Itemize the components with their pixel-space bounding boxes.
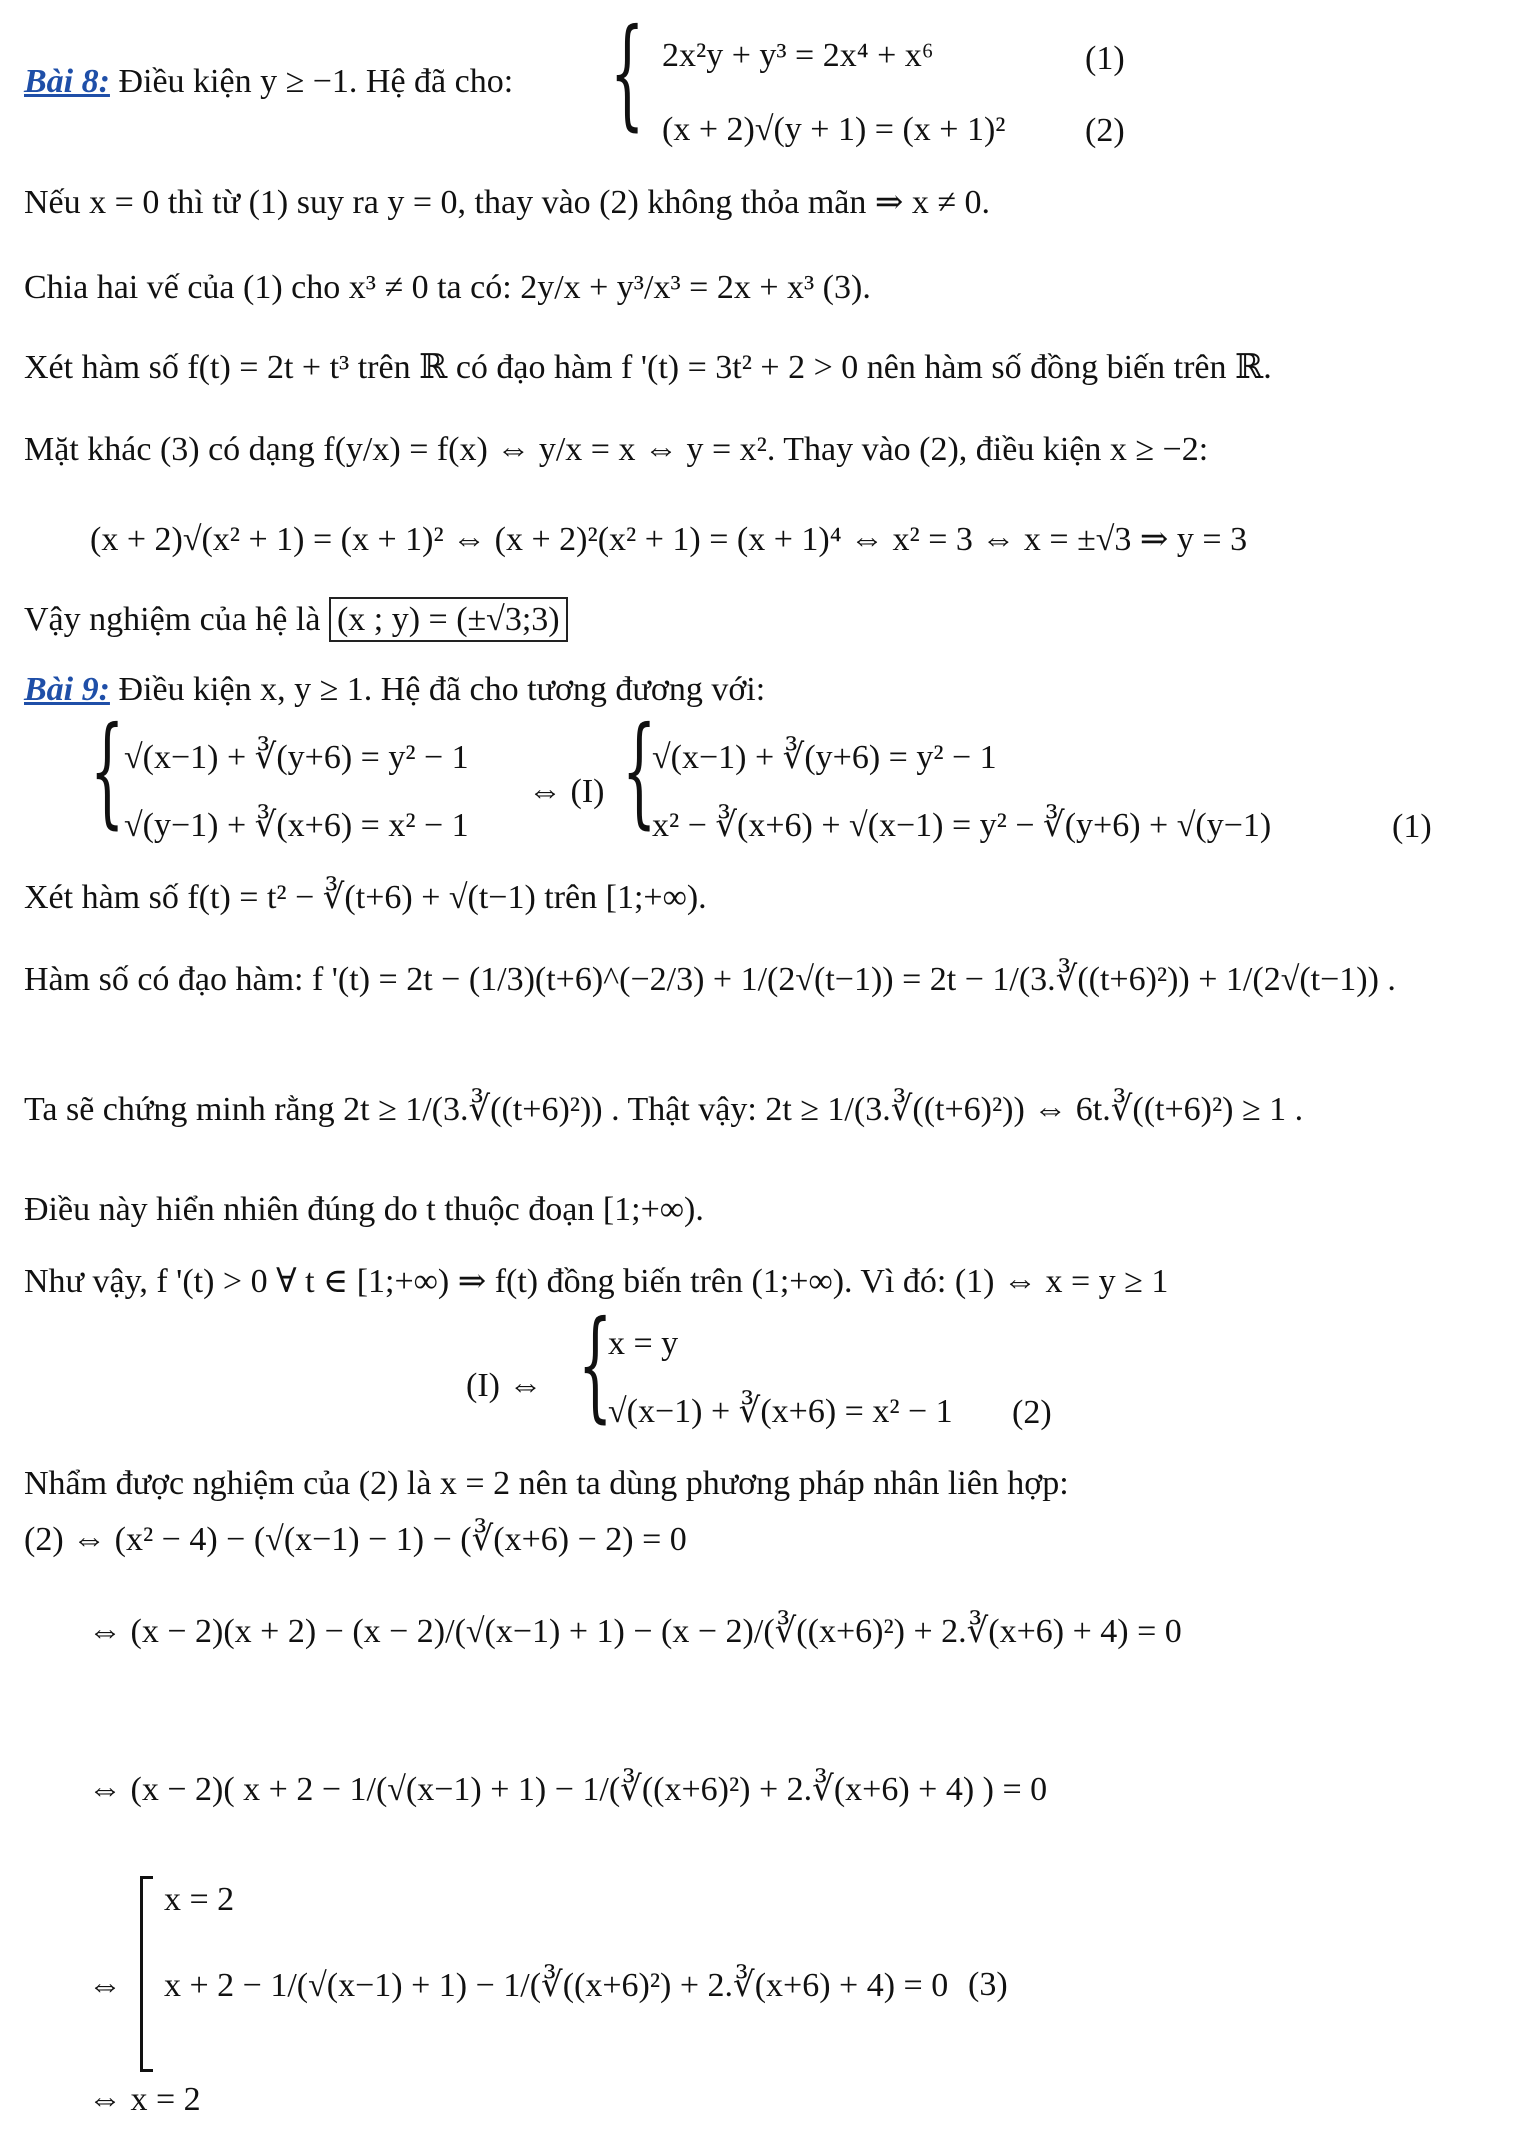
bai9-sysC-lhs: (I) ⇔ [466, 1367, 543, 1404]
bai9-heading: Bài 9: [24, 671, 110, 708]
bai8-answer-box: (x ; y) = (±√3;3) [329, 597, 568, 642]
bai9-sysB-eq1: √(x−1) + ∛(y+6) = y² − 1 [652, 739, 997, 776]
bai8-line5: (x + 2)√(x² + 1) = (x + 1)² ⇔ (x + 2)²(x² + 1) = (x + 1)⁴ ⇔ x² = 3 ⇔ x = ±√3 ⇒ y = 3 [90, 521, 1248, 558]
bai9-case2-number: (3) [968, 1966, 1008, 2003]
bai9-sysB-eq2: x² − ∛(x+6) + √(x−1) = y² − ∛(y+6) + √(y−1) [652, 807, 1272, 844]
bai9-case2: x + 2 − 1/(√(x−1) + 1) − 1/(∛((x+6)²) + 2.∛(x+6) + 4) = 0 [164, 1967, 949, 2004]
bai8-line1: Nếu x = 0 thì từ (1) suy ra y = 0, thay vào (2) không thỏa mãn ⇒ x ≠ 0. [24, 184, 991, 221]
bai9-prove: Ta sẽ chứng minh rằng 2t ≥ 1/(3.∛((t+6)²)) . Thật vậy: 2t ≥ 1/(3.∛((t+6)²)) ⇔ 6t.∛((t+6)²) ≥ 1 . [24, 1091, 1304, 1128]
bai9-so: Như vậy, f '(t) > 0 ∀ t ∈ [1;+∞) ⇒ f(t) đồng biến trên (1;+∞). Vì đó: (1) ⇔ x = y ≥ 1 [24, 1263, 1169, 1300]
bai9-guess: Nhẩm được nghiệm của (2) là x = 2 nên ta dùng phương pháp nhân liên hợp: [24, 1465, 1069, 1502]
bai8-eq1-number: (1) [1085, 40, 1125, 77]
bai8-line4: Mặt khác (3) có dạng f(y/x) = f(x) ⇔ y/x = x ⇔ y = x². Thay vào (2), điều kiện x ≥ −2: [24, 431, 1209, 468]
bai8-line2: Chia hai vế của (1) cho x³ ≠ 0 ta có: 2y/x + y³/x³ = 2x + x³ (3). [24, 269, 871, 306]
bai9-systemB-brace: { [622, 702, 657, 841]
bai9-step3: ⇔ (x − 2)( x + 2 − 1/(√(x−1) + 1) − 1/(∛((x+6)²) + 2.∛(x+6) + 4) ) = 0 [88, 1771, 1048, 1808]
bai9-final: ⇔ x = 2 [88, 2081, 201, 2118]
bai9-condition: Điều kiện x, y ≥ 1. Hệ đã cho tương đương với: [109, 671, 766, 708]
bai9-sysC-eq2: √(x−1) + ∛(x+6) = x² − 1 [608, 1393, 953, 1430]
bai9-derivative: Hàm số có đạo hàm: f '(t) = 2t − (1/3)(t+6)^(−2/3) + 1/(2√(t−1)) = 2t − 1/(3.∛((t+6)²)) + 1/(2√(t−1)) . [24, 961, 1396, 998]
bai8-condition: Điều kiện y ≥ −1. Hệ đã cho: [109, 63, 514, 100]
bai8-conclusion [24, 600, 568, 641]
bai9-systemC-brace: { [578, 1296, 613, 1435]
bai9-sysB-eq2-number: (1) [1392, 808, 1432, 845]
bai9-systemA-brace: { [90, 702, 125, 841]
bai8-intro [24, 62, 513, 103]
bai9-equiv-I: ⇔ (I) [528, 773, 605, 810]
bai8-heading: Bài 8: [24, 63, 110, 100]
bai9-cases-bracket [140, 1876, 153, 2072]
bai9-step2: ⇔ (x − 2)(x + 2) − (x − 2)/(√(x−1) + 1) − (x − 2)/(∛((x+6)²) + 2.∛(x+6) + 4) = 0 [88, 1613, 1182, 1650]
bai9-cases-equiv: ⇔ [88, 1967, 122, 2004]
bai9-obvious: Điều này hiển nhiên đúng do t thuộc đoạn [1;+∞). [24, 1191, 704, 1228]
bai9-sysA-eq2: √(y−1) + ∛(x+6) = x² − 1 [124, 807, 469, 844]
bai9-case1: x = 2 [164, 1881, 235, 1918]
bai9-sysA-eq1: √(x−1) + ∛(y+6) = y² − 1 [124, 739, 469, 776]
bai9-function: Xét hàm số f(t) = t² − ∛(t+6) + √(t−1) trên [1;+∞). [24, 879, 707, 916]
bai8-line3: Xét hàm số f(t) = 2t + t³ trên ℝ có đạo hàm f '(t) = 3t² + 2 > 0 nên hàm số đồng biến trên ℝ. [24, 349, 1272, 386]
bai8-eq2-number: (2) [1085, 112, 1125, 149]
bai9-step1: (2) ⇔ (x² − 4) − (√(x−1) − 1) − (∛(x+6) − 2) = 0 [24, 1521, 687, 1558]
bai9-sysC-eq1: x = y [608, 1325, 679, 1362]
bai8-conclusion-text: Vậy nghiệm của hệ là [24, 601, 329, 638]
bai8-eq2: (x + 2)√(y + 1) = (x + 1)² [662, 111, 1006, 148]
bai9-sysC-eq2-number: (2) [1012, 1394, 1052, 1431]
bai8-eq1: 2x²y + y³ = 2x⁴ + x⁶ [662, 37, 934, 74]
bai8-system-brace: { [610, 4, 645, 143]
